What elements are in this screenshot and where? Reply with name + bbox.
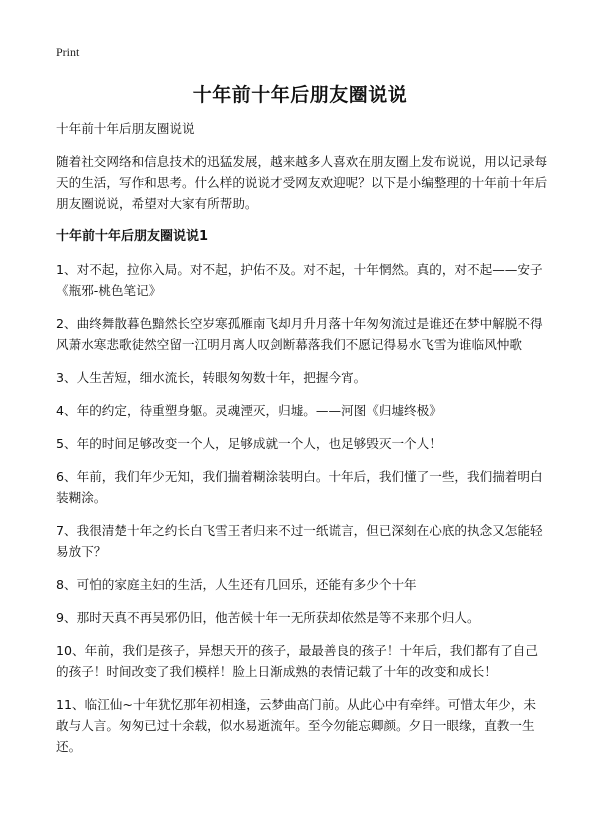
list-item: 4、年的约定，待重塑身躯。灵魂湮灭，归墟。——河图《归墟终极》 — [56, 403, 442, 418]
list-item: 10、年前，我们是孩子，异想天开的孩子，最最善良的孩子！十年后，我们都有了自己的孩子！时间改变了我们模样！脸上日渐成熟的表情记载了十年的改变和成长！ — [56, 643, 538, 679]
list-item: 6、年前，我们年少无知，我们揣着糊涂装明白。十年后，我们懂了一些，我们揣着明白装糊涂。 — [56, 469, 543, 505]
intro-paragraph: 随着社交网络和信息技术的迅猛发展，越来越多人喜欢在朋友圈上发布说说，用以记录每天的生活，写作和思考。什么样的说说才受网友欢迎呢？以下是小编整理的十年前十年后朋友圈说说，希望对大家有所帮助。 — [56, 154, 548, 211]
quote-list — [56, 259, 548, 757]
list-item: 7、我很清楚十年之约长白飞雪王者归来不过一纸谎言，但已深刻在心底的执念又怎能轻易放下？ — [56, 523, 543, 559]
list-item: 3、人生苦短，细水流长，转眼匆匆数十年，把握今宵。 — [56, 370, 367, 385]
list-item: 2、曲终舞散暮色黯然长空岁寒孤雁南飞却月升月落十年匆匆流过是谁还在梦中解脱不得风萧水寒悲歌徒然空留一江明月离人叹剑断幕落我们不愿记得易水飞雪为谁临风忡歌 — [56, 316, 543, 352]
subtitle: 十年前十年后朋友圈说说 — [56, 121, 195, 136]
list-item: 1、对不起，拉你入局。对不起，护佑不及。对不起，十年惘然。真的，对不起——安子《瓶邪-桃色笔记》 — [56, 262, 543, 298]
document-body — [56, 118, 548, 769]
list-item: 11、临江仙~十年犹忆那年初相逢，云梦曲高门前。从此心中有牵绊。可惜太年少，未敢与人言。匆匆已过十余载，似水易逝流年。至今勿能忘卿颜。夕日一眼缘，直教一生还。 — [56, 697, 536, 754]
list-item: 8、可怕的家庭主妇的生活，人生还有几回乐，还能有多少个十年 — [56, 577, 417, 592]
list-item: 9、那时天真不再吴邪仍旧，他苦候十年一无所获却依然是等不来那个归人。 — [56, 610, 480, 625]
section-heading: 十年前十年后朋友圈说说1 — [56, 229, 209, 244]
print-label[interactable]: Print — [56, 45, 80, 59]
list-item: 5、年的时间足够改变一个人，足够成就一个人，也足够毁灭一个人！ — [56, 436, 442, 451]
page-title: 十年前十年后朋友圈说说 — [192, 84, 408, 106]
